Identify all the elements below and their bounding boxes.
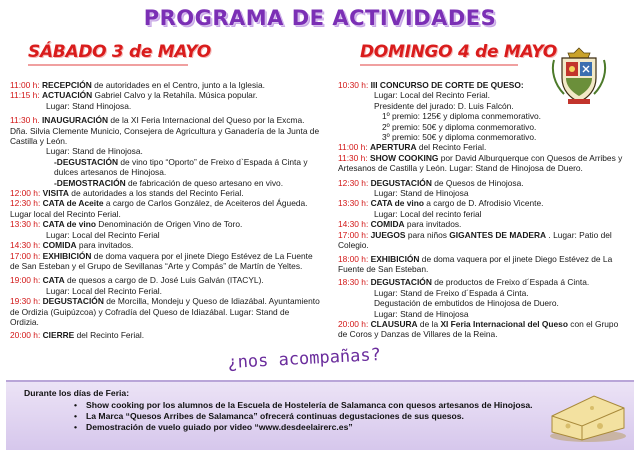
event-item bbox=[338, 277, 628, 287]
event-time: 19:30 h: bbox=[10, 296, 41, 307]
event-item bbox=[338, 80, 628, 90]
feria-list bbox=[86, 400, 533, 433]
event-item bbox=[10, 251, 320, 272]
event-detail: de doma vaquera por el jinete Diego Estévez de La Fuente de San Esteban. bbox=[338, 253, 613, 274]
event-detail: Denominación de Origen Vino de Toro. bbox=[95, 219, 243, 230]
event-detail-line: Presidente del jurado: D. Luis Falcón. bbox=[374, 100, 514, 111]
event-time: 11:00 h: bbox=[338, 142, 368, 153]
event-detail: de doma vaquera por el jinete Diego Estévez de La Fuente de San Esteban y el Grupo de Sevillanas “Arte y Compás” de Martín de Yeltes. bbox=[10, 250, 313, 271]
event-detail: del Recinto Ferial. bbox=[74, 330, 145, 341]
event-detail: Gabriel Calvo y la Retahíla. Música popular. bbox=[92, 90, 258, 101]
event-title: DEGUSTACIÓN bbox=[370, 177, 432, 188]
event-title: APERTURA bbox=[369, 142, 417, 153]
event-item bbox=[10, 115, 320, 146]
event-item bbox=[338, 198, 628, 208]
event-title: CLAUSURA bbox=[370, 318, 418, 329]
event-detail: de vino tipo “Oporto” de Freixo d`Espada á Cinta y dulces artesanos de Hinojosa. bbox=[54, 156, 308, 178]
event-title: VISITA bbox=[42, 188, 69, 199]
event-item bbox=[10, 240, 320, 250]
event-time: 12:30 h: bbox=[338, 177, 369, 188]
event-title: EXHIBICIÓN bbox=[370, 253, 420, 264]
saturday-program bbox=[10, 80, 320, 341]
prize-line: 3º premio: 50€ y diploma conmemorativo. bbox=[382, 132, 537, 143]
event-time: 10:30 h: bbox=[338, 80, 369, 90]
slogan: ¿nos acompañas? bbox=[226, 344, 382, 373]
event-detail: para niños bbox=[405, 229, 450, 240]
feria-heading: Durante los días de Feria: bbox=[24, 388, 130, 398]
event-time: 17:00 h: bbox=[10, 250, 41, 261]
event-detail: de fabricación de queso artesano en vivo. bbox=[125, 177, 284, 188]
event-detail-extra: . Lugar: Patio del Colegio. bbox=[338, 229, 612, 251]
event-detail: por David Alburquerque con Quesos de Arribes y Artesanos de Castilla y León. Lugar: Stand de Hinojosa de Duero. bbox=[338, 152, 623, 174]
event-title: RECEPCIÓN bbox=[41, 80, 92, 90]
event-item bbox=[10, 80, 320, 90]
event-title: JUEGOS bbox=[370, 229, 406, 240]
event-item bbox=[10, 296, 320, 327]
event-location: Lugar: Local del recinto ferial bbox=[374, 208, 482, 219]
event-item bbox=[10, 198, 320, 219]
event-title-extra: XI Feria Internacional del Queso bbox=[440, 318, 568, 329]
event-detail: de autoridades en el Centro, junto a la Iglesia. bbox=[91, 80, 265, 90]
event-detail: del Recinto Ferial. bbox=[416, 142, 487, 153]
prize-line: 1º premio: 125€ y diploma conmemorativo. bbox=[382, 111, 542, 122]
event-location: Lugar: Stand de Hinojosa bbox=[374, 308, 469, 319]
event-time: 12:30 h: bbox=[10, 198, 41, 209]
event-detail-line: Degustación de embutidos de Hinojosa de Duero. bbox=[374, 298, 559, 309]
event-item bbox=[338, 219, 628, 229]
sunday-heading: DOMINGO 4 de MAYO bbox=[360, 42, 557, 62]
event-detail: para invitados. bbox=[76, 240, 134, 251]
event-subitem bbox=[10, 178, 320, 188]
event-location: Lugar: Local del Recinto Ferial. bbox=[46, 285, 162, 296]
event-item bbox=[10, 90, 320, 100]
event-title: COMIDA bbox=[370, 219, 405, 230]
event-detail: de quesos a cargo de D. José Luis Galván (ITACYL). bbox=[64, 275, 264, 286]
event-time: 11:30 h: bbox=[338, 152, 368, 163]
feria-info-box bbox=[6, 380, 634, 450]
event-time: 13:30 h: bbox=[338, 198, 369, 209]
event-time: 11:30 h. bbox=[10, 115, 40, 126]
event-time: 14:30 h: bbox=[10, 240, 41, 251]
event-time: 11:00 h: bbox=[10, 80, 40, 90]
event-time: 12:00 h: bbox=[10, 188, 41, 199]
event-detail: de la XI Feria Internacional del Queso por la Excma. Dña. Silvia Clemente Municio, Consejera de Agricultura y Ganadería de la Junta de Castilla y León. bbox=[10, 115, 320, 147]
event-time: 18:30 h: bbox=[338, 277, 369, 288]
event-subitem bbox=[10, 157, 320, 178]
event-title: INAUGURACIÓN bbox=[41, 115, 109, 126]
event-time: 19:00 h: bbox=[10, 275, 41, 286]
event-title: DEGUSTACIÓN bbox=[370, 277, 432, 288]
event-item bbox=[338, 254, 628, 275]
event-title: CATA bbox=[42, 275, 65, 286]
event-title: -DEMOSTRACIÓN bbox=[54, 177, 126, 188]
event-item bbox=[338, 319, 628, 340]
event-title-extra: GIGANTES DE MADERA bbox=[449, 229, 547, 240]
event-item bbox=[338, 153, 628, 174]
event-time: 13:30 h: bbox=[10, 219, 41, 230]
event-title: III CONCURSO DE CORTE DE QUESO: bbox=[370, 80, 524, 90]
event-location: Lugar: Stand de Hinojosa. bbox=[46, 146, 143, 157]
event-item bbox=[338, 142, 628, 152]
event-item bbox=[338, 178, 628, 188]
event-item bbox=[338, 230, 628, 251]
event-location: Lugar: Stand de Freixo d´Espada á Cinta. bbox=[374, 287, 529, 298]
cheese-icon bbox=[548, 386, 628, 444]
prize-line: 2º premio: 50€ y diploma conmemorativo. bbox=[382, 121, 537, 132]
event-title: EXHIBICIÓN bbox=[42, 250, 92, 261]
event-detail: de Morcilla, Mondeju y Queso de Idiazábal. Ayuntamiento de Ordizia (Guipúzcoa) y Cofradía del Queso de Idiazábal. Lugar: Stand de Ordizia. bbox=[10, 296, 320, 327]
event-title: CATA de vino bbox=[42, 219, 96, 230]
event-title: CIERRE bbox=[42, 330, 75, 341]
feria-item: • Demostración de vuelo guiado por video “www.desdeelairerc.es” bbox=[86, 422, 533, 433]
event-time: 18:00 h: bbox=[338, 253, 369, 264]
event-time: 20:00 h: bbox=[338, 318, 369, 329]
event-detail: a cargo de Carlos González, de Aceiteros del Águeda. Lugar local del Recinto Ferial. bbox=[10, 198, 308, 219]
event-detail: de Quesos de Hinojosa. bbox=[431, 177, 524, 188]
event-detail: de autoridades a los stands del Recinto Ferial. bbox=[68, 188, 244, 199]
event-detail: para invitados. bbox=[404, 219, 462, 230]
event-detail: de productos de Freixo d´Espada á Cinta. bbox=[431, 277, 590, 288]
event-title: -DEGUSTACIÓN bbox=[54, 156, 119, 167]
event-time: 11:15 h: bbox=[10, 90, 40, 101]
page-title: PROGRAMA DE ACTIVIDADES bbox=[143, 6, 497, 30]
event-title: DEGUSTACIÓN bbox=[42, 296, 104, 307]
event-title: CATA de vino bbox=[370, 198, 424, 209]
event-item bbox=[10, 188, 320, 198]
event-location: Lugar: Local del Recinto Ferial. bbox=[374, 90, 490, 101]
saturday-heading: SÁBADO 3 de MAYO bbox=[28, 42, 211, 62]
feria-item: • Show cooking por los alumnos de la Escuela de Hostelería de Salamanca con quesos artesanos de Hinojosa. bbox=[86, 400, 533, 411]
sunday-heading-underline bbox=[360, 64, 518, 66]
event-detail-extra: con el Grupo de Coros y Danzas de Villares de la Reina. bbox=[338, 318, 619, 340]
event-title: CATA de Aceite bbox=[42, 198, 104, 209]
event-item bbox=[10, 219, 320, 229]
event-time: 20:00 h: bbox=[10, 330, 41, 341]
event-title: SHOW COOKING bbox=[369, 152, 439, 163]
event-time: 17:00 h: bbox=[338, 229, 369, 240]
event-title: COMIDA bbox=[42, 240, 77, 251]
event-title: ACTUACIÓN bbox=[41, 90, 93, 101]
event-detail: de la bbox=[417, 318, 441, 329]
event-item bbox=[10, 275, 320, 285]
event-location: Lugar: Stand de Hinojosa bbox=[374, 188, 469, 199]
sunday-program bbox=[338, 80, 628, 340]
event-location: Lugar: Stand Hinojosa. bbox=[46, 100, 132, 111]
event-location: Lugar: Local del Recinto Ferial bbox=[46, 229, 160, 240]
event-detail: a cargo de D. Afrodisio Vicente. bbox=[423, 198, 544, 209]
saturday-heading-underline bbox=[28, 64, 188, 66]
feria-item: • La Marca “Quesos Arribes de Salamanca” ofrecerá continuas degustaciones de sus quesos. bbox=[86, 411, 533, 422]
event-item bbox=[10, 330, 320, 340]
event-time: 14:30 h: bbox=[338, 219, 369, 230]
